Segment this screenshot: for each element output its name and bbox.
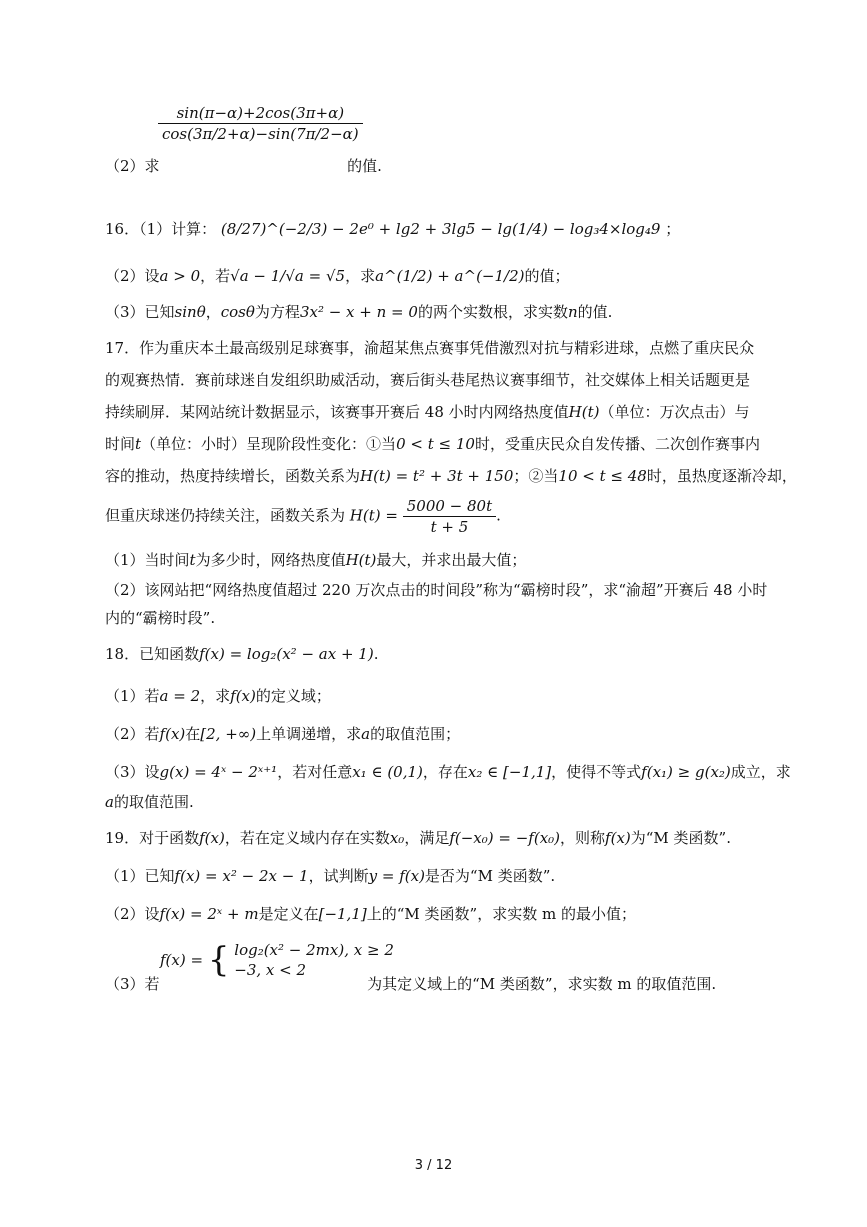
q17-line4-math: t <box>135 435 142 453</box>
q17-line2: 的观赛热情．赛前球迷自发组织助威活动，赛后街头巷尾热议赛事细节，社交媒体上相关话题更是 <box>105 371 751 389</box>
q19-p1-math2: y = f(x) <box>368 867 425 885</box>
q16-p2-target: a^(1/2) + a^(−1/2) <box>375 267 525 285</box>
q19-text-d: 为“M 类函数”. <box>630 829 731 847</box>
q17-line5 <box>105 466 797 486</box>
q16-line1 <box>105 219 680 239</box>
q19-p3-case2: −3, x < 2 <box>234 961 307 979</box>
q18-p2-math3: a <box>361 725 371 743</box>
q16-prefix: 16．（1）计算： <box>105 220 217 238</box>
q16-p3-comma: ， <box>205 303 221 321</box>
q17-line6-lhs: H(t) = <box>349 506 398 525</box>
q19-p1-text2: ，试判断 <box>308 867 369 885</box>
q19-p2-math: f(x) = 2ˣ + m <box>159 905 259 923</box>
q17-line6 <box>105 496 501 537</box>
q16-suffix: ； <box>665 220 681 238</box>
q18-p2-text2: 在 <box>185 725 201 743</box>
q18-p2-math: f(x) <box>159 725 186 743</box>
q18-head-text: 18．已知函数 <box>105 645 200 663</box>
q17-part1 <box>105 550 526 570</box>
q19-part3-line <box>105 974 716 994</box>
q16-p2-ask: ，求 <box>345 267 376 285</box>
q15-2-line <box>105 156 382 176</box>
q17-line6-num: 5000 − 80t <box>403 496 496 517</box>
q18-p1-math2: f(x) <box>230 687 256 705</box>
fraction-numerator: sin(π−α)+2cos(3π+α) <box>158 103 363 124</box>
q16-part2 <box>105 266 570 286</box>
q17-line3-text: 持续刷屏．某网站统计数据显示，该赛事开赛后 48 小时内网络热度值 <box>105 403 569 421</box>
q17-line3-math: H(t) <box>568 403 600 421</box>
q17-line3-text2: （单位：万次点击）与 <box>599 403 750 421</box>
q17-p1-text3: 最大，并求出最大值； <box>376 551 527 569</box>
q18-p3-text6: 的取值范围. <box>113 793 194 811</box>
q19-text-b: ，满足 <box>404 829 450 847</box>
q17-p1-math2: H(t) <box>345 551 377 569</box>
q19-text-a: ，若在定义域内存在实数 <box>224 829 390 847</box>
fraction-denominator: cos(3π/2+α)−sin(7π/2−α) <box>162 125 359 143</box>
q17-line4-math2: 0 < t ≤ 10 <box>396 435 475 453</box>
q18-part3-end <box>105 792 194 812</box>
q17-line6-den: t + 5 <box>430 518 469 536</box>
q18-p2-math2: [2, +∞) <box>200 725 257 743</box>
q18-head-end: . <box>373 645 379 663</box>
q16-p3-mid: 为方程 <box>254 303 300 321</box>
q18-p3-math3: x₂ ∈ [−1,1] <box>467 763 552 781</box>
q18-p3-math5: a <box>105 793 114 811</box>
q19-head <box>105 828 731 848</box>
q16-p2-suffix: 的值； <box>524 267 570 285</box>
q18-p1-math: a = 2 <box>159 687 201 705</box>
q17-line4-text: 时间 <box>105 435 136 453</box>
q16-p3-prefix: （3）已知 <box>105 303 175 321</box>
q19-p3-text: 为其定义域上的“M 类函数”，求实数 m 的取值范围. <box>367 975 717 993</box>
page-number: 3 / 12 <box>414 1158 453 1173</box>
q18-p3-math4: f(x₁) ≥ g(x₂) <box>641 763 731 781</box>
q18-part2 <box>105 724 460 744</box>
q15-2-fraction <box>158 103 363 144</box>
q18-p3-math: g(x) = 4ˣ − 2ˣ⁺¹ <box>159 763 278 781</box>
q19-part2 <box>105 904 636 924</box>
q16-p3-n: n <box>567 303 578 321</box>
q18-part1 <box>105 686 331 706</box>
q19-p3-lhs: f(x) = <box>160 951 204 969</box>
q17-line1: 17．作为重庆本土最高级别足球赛事，渝超某焦点赛事凭借激烈对抗与精彩进球，点燃了重庆民众 <box>105 339 755 357</box>
q15-2-suffix: 的值. <box>347 157 382 175</box>
q19-p2-math2: [−1,1] <box>318 905 367 923</box>
q18-p1-text: （1）若 <box>105 687 160 705</box>
q17-line6-fraction <box>403 496 496 537</box>
q19-p1-text3: 是否为“M 类函数”. <box>424 867 556 885</box>
q18-p3-math2: x₁ ∈ (0,1) <box>352 763 423 781</box>
q17-line5-text: 容的推动，热度持续增长，函数关系为 <box>105 467 361 485</box>
q16-p3-equation: 3x² − x + n = 0 <box>299 303 418 321</box>
q19-head-text: 19．对于函数 <box>105 829 200 847</box>
q19-text-c: ，则称 <box>560 829 606 847</box>
q19-p3-case1: log₂(x² − 2mx), x ≥ 2 <box>234 941 394 959</box>
q19-math2: x₀ <box>389 829 405 847</box>
q18-p3-text4: ，使得不等式 <box>551 763 642 781</box>
q17-p1-math: t <box>189 551 196 569</box>
q18-p3-text: （3）设 <box>105 763 160 781</box>
q19-part1 <box>105 866 555 886</box>
q18-p3-text3: ，存在 <box>422 763 468 781</box>
q16-p3-sin: sinθ <box>174 303 206 321</box>
q17-line5-math2: 10 < t ≤ 48 <box>558 467 647 485</box>
q19-p1-math: f(x) = x² − 2x − 1 <box>174 867 309 885</box>
q19-math1: f(x) <box>199 829 225 847</box>
q18-part3 <box>105 762 791 782</box>
q18-p1-text2: ，求 <box>200 687 231 705</box>
q17-part2b: 内的“霸榜时段”. <box>105 609 216 627</box>
q19-p1-text: （1）已知 <box>105 867 175 885</box>
q17-line5-text2: ；②当 <box>513 467 559 485</box>
q17-line5-text3: 时，虽热度逐渐冷却， <box>646 467 797 485</box>
q17-line4-text3: 时，受重庆民众自发传播、二次创作赛事内 <box>474 435 760 453</box>
q18-p2-text4: 的取值范围； <box>370 725 461 743</box>
q18-p2-text3: 上单调递增，求 <box>256 725 362 743</box>
q19-math4: f(x) <box>605 829 631 847</box>
q17-line3 <box>105 402 749 422</box>
q19-p2-text: （2）设 <box>105 905 160 923</box>
q18-p1-text3: 的定义域； <box>255 687 331 705</box>
q17-line5-math: H(t) = t² + 3t + 150 <box>360 467 514 485</box>
q17-line4-text2: （单位：小时）呈现阶段性变化：①当 <box>141 435 397 453</box>
q17-p1-text: （1）当时间 <box>105 551 190 569</box>
q16-p2-prefix: （2）设 <box>105 267 160 285</box>
q17-line6-end: . <box>496 506 501 525</box>
brace-icon: { <box>207 940 230 980</box>
q15-2-prefix: （2）求 <box>105 157 160 175</box>
q16-p3-end: 的值. <box>577 303 613 321</box>
q17-part2a: （2）该网站把“网络热度值超过 220 万次点击的时间段”称为“霸榜时段”，求“渝超”开赛后 48 小时 <box>105 581 768 599</box>
q18-function: f(x) = log₂(x² − ax + 1) <box>199 645 374 663</box>
q16-expression: (8/27)^(−2/3) − 2e⁰ + lg2 + 3lg5 − lg(1/4) − log₃4×log₄9 <box>220 220 661 238</box>
q18-p3-text2: ，若对任意 <box>277 763 353 781</box>
q17-line6-text: 但重庆球迷仍持续关注，函数关系为 <box>105 506 346 525</box>
q16-p3-suffix: 的两个实数根，求实数 <box>417 303 568 321</box>
q16-p2-if: ，若 <box>200 267 231 285</box>
q17-line4 <box>105 434 760 454</box>
q18-p2-text: （2）若 <box>105 725 160 743</box>
q19-p2-text3: 上的“M 类函数”，求实数 m 的最小值； <box>366 905 636 923</box>
q16-p2-cond: a > 0 <box>159 267 201 285</box>
q19-p3-prefix: （3）若 <box>105 975 160 993</box>
q17-p1-text2: 为多少时，网络热度值 <box>195 551 346 569</box>
q16-p2-expr: √a − 1/√a = √5 <box>230 267 346 285</box>
q16-p3-cos: cosθ <box>220 303 255 321</box>
q18-head <box>105 644 378 664</box>
q16-part3 <box>105 302 612 322</box>
q18-p3-text5: 成立，求 <box>730 763 791 781</box>
q19-math3: f(−x₀) = −f(x₀) <box>449 829 561 847</box>
q19-p2-text2: 是定义在 <box>258 905 319 923</box>
